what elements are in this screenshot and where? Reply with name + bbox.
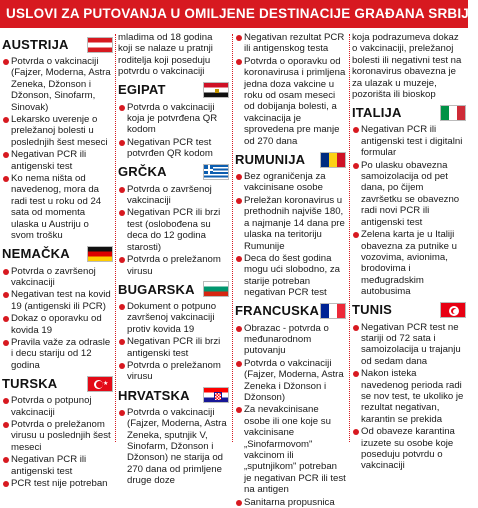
list-item: Lekarsko uverenje o preležanoj bolesti u poslednjih šest meseci [2, 114, 113, 148]
list-item: Sanitarna propusnica [235, 497, 346, 508]
country-name-austria: AUSTRIJA [2, 36, 69, 52]
country-name-bulgaria: BUGARSKA [118, 281, 195, 297]
list-item: Za nevakcinisane osobe ili one koje su vakcinisane „Sinofarmovom" vakcinom ili „sputnjikom" potreban je negativan PCR ili test na antigen [235, 404, 346, 495]
france-flag-icon [320, 303, 346, 319]
list-item: Ko nema ništa od navedenog, mora da radi test u roku od 24 sata od momenta ulaska u Austriju o svom trošku [2, 173, 113, 241]
list-item: Negativan PCR ili antigenski test i digitalni formular [352, 124, 466, 158]
list-item: Dokument o potpuno završenoj vakcinaciji protiv kovida 19 [118, 301, 229, 335]
list-item: Potvrda o vakcinaciji koja je potvrđena QR kodom [118, 102, 229, 136]
continued-text: koja podrazumeva dokaz o vakcinaciji, preležanoj bolesti ili negativni test na koronavirus obavezna je za ulazak u muzeje, pozorišta ili bioskop [352, 32, 462, 101]
list-item: Negativan test na kovid 19 (antigenski ili PCR) [2, 289, 113, 312]
list-item: Potvrda o preležanom virusu u poslednjih šest meseci [2, 419, 113, 453]
list-item: Potvrda o vakcinaciji (Fajzer, Moderna, Astra Zeneka, Džonson i Džonson, Sinofarm, Sinovak) [2, 56, 113, 113]
list-item: Obrazac - potvrda o međunarodnom putovanju [235, 323, 346, 357]
country-header-italy [352, 104, 466, 121]
column-2 [118, 32, 229, 487]
country-name-france: FRANCUSKA [235, 303, 320, 319]
column-4 [352, 32, 466, 472]
turkey-flag-icon: ★ [87, 376, 113, 392]
list-item: Potvrda o preležanom virusu [118, 254, 229, 277]
egypt-flag-icon [203, 82, 229, 98]
country-name-turkey: TURSKA [2, 375, 58, 391]
country-header-greece [118, 164, 229, 181]
list-item: Pravila važe za odrasle i decu stariju od 12 godina [2, 337, 113, 371]
country-header-france [235, 303, 346, 320]
country-name-greece: GRČKA [118, 164, 167, 180]
list-item: Potvrda o završenoj vakcinaciji [118, 184, 229, 207]
list-item: Potvrda o preležanom virusu [118, 360, 229, 383]
greece-flag-icon [203, 164, 229, 180]
country-name-italy: ITALIJA [352, 105, 402, 121]
italy-flag-icon [440, 105, 466, 121]
country-header-romania [235, 151, 346, 168]
list-item: Potvrda o završenoj vakcinaciji [2, 266, 113, 289]
list-item: Negativan rezultat PCR ili antigenskog testa [235, 32, 346, 55]
country-name-germany: NEMAČKA [2, 246, 70, 262]
country-name-romania: RUMUNIJA [235, 151, 306, 167]
list-item: Dokaz o oporavku od kovida 19 [2, 313, 113, 336]
list-item: Negativan PCR ili brzi test (oslobođena su deca do 12 godina starosti) [118, 207, 229, 253]
bulgaria-flag-icon [203, 281, 229, 297]
country-header-tunisia [352, 302, 466, 319]
country-header-turkey [2, 375, 113, 392]
country-name-egypt: EGIPAT [118, 82, 166, 98]
column-1 [2, 32, 113, 489]
list-item: PCR test nije potreban [2, 478, 113, 489]
list-item: Potvrda o potpunoj vakcinaciji [2, 395, 113, 418]
country-header-austria [2, 36, 113, 53]
list-item: Zelena karta je u Italiji obavezna za putnike u vozovima, avionima, brodovima i međugradskim autobusima [352, 229, 466, 297]
list-item: Potvrda o vakcinaciji (Fajzer, Moderna, Astra Zeneka i Džonson i Džonson) [235, 358, 346, 404]
germany-flag-icon [87, 246, 113, 262]
list-item: Potvrda o oporavku od koronavirusa i primljena jedna doza vakcine u roku od osam meseci od dobijanja bolesti, a vakcinacija je sprovedena pre manje od 270 dana [235, 56, 346, 147]
list-item: Negativan PCR test potvrđen QR kodom [118, 137, 229, 160]
list-item: Potvrda o vakcinaciji (Fajzer, Moderna, Astra Zeneka, sputnjik V, Sinofarm, Džonson i Džonson) ne starija od 270 dana od primljene druge doze [118, 407, 229, 487]
list-item: Preležan koronavirus u prethodnih najviše 180, a najmanje 14 dana pre ulaska na teritoriju Rumunije [235, 195, 346, 252]
romania-flag-icon [320, 152, 346, 168]
page-title: USLOVI ZA PUTOVANJA U OMILJENE DESTINACIJE GRAĐANA SRBIJE [0, 0, 468, 28]
country-name-tunisia: TUNIS [352, 302, 392, 318]
tunisia-flag-icon [440, 302, 466, 318]
list-item: Od obaveze karantina izuzete su osobe koje poseduju potvrdu o vakcinaciji [352, 426, 466, 472]
column-3 [235, 32, 346, 508]
austria-flag-icon [87, 37, 113, 53]
continued-text: mladima od 18 godina koji se nalaze u pratnji roditelja koji poseduju potvrdu o vakcinaciji [118, 32, 213, 78]
list-item: Negativan PCR ili antigenski test [2, 454, 113, 477]
country-header-bulgaria [118, 281, 229, 298]
list-item: Bez ograničenja za vakcinisane osobe [235, 171, 346, 194]
country-header-croatia [118, 387, 229, 404]
country-header-egypt [118, 82, 229, 99]
country-header-germany [2, 246, 113, 263]
list-item: Nakon isteka navedenog perioda radi se nov test, te ukoliko je rezultat negativan, karantin se prekida [352, 368, 466, 425]
list-item: Negativan PCR ili brzi antigenski test [118, 336, 229, 359]
list-item: Po ulasku obavezna samoizolacija od pet dana, po čijem završetku se obavezno radi novi PCR ili antigenski test [352, 160, 466, 228]
country-name-croatia: HRVATSKA [118, 387, 190, 403]
list-item: Negativan PCR test ne stariji od 72 sata i samoizolacija u trajanju od sedam dana [352, 322, 466, 368]
list-item: Deca do šest godina mogu ući slobodno, za starije potreban negativan PCR test [235, 253, 346, 299]
croatia-flag-icon [203, 387, 229, 403]
list-item: Negativan PCR ili antigenski test [2, 149, 113, 172]
